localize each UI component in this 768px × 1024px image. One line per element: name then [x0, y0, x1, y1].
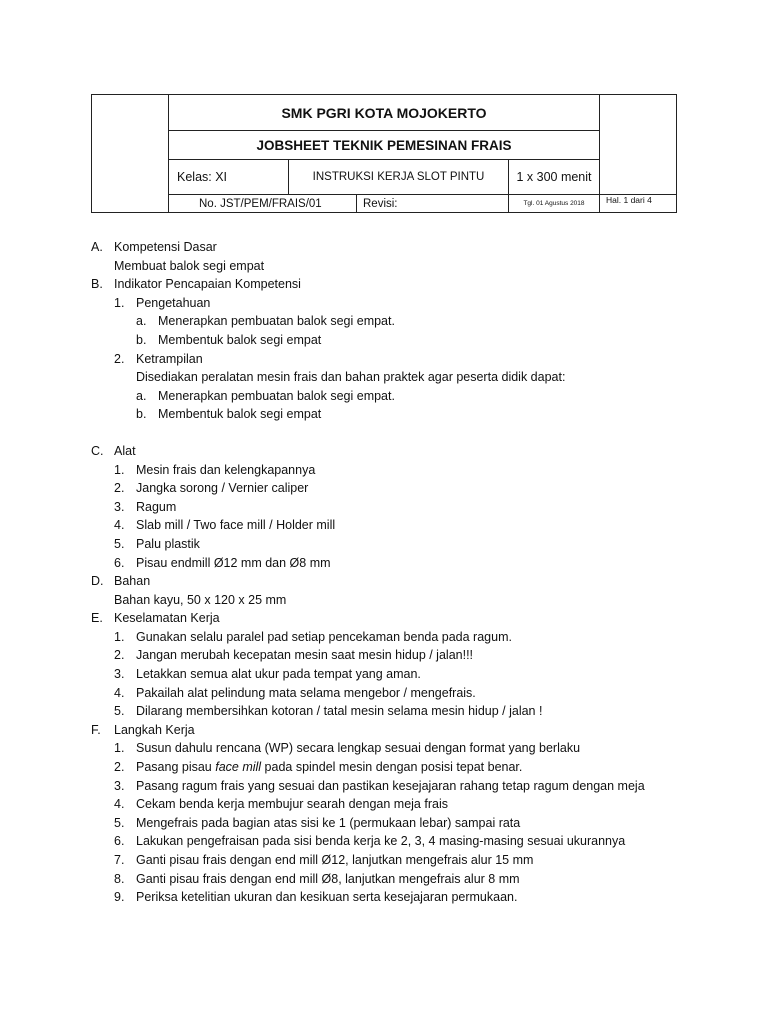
list-marker: 2.	[114, 648, 125, 663]
subsection-heading	[91, 350, 691, 369]
list-item: 1. Gunakan selalu paralel pad setiap pencekaman benda pada ragum.	[91, 628, 691, 647]
spacer	[91, 424, 691, 442]
section-d-heading	[91, 572, 691, 591]
list-item: a. Menerapkan pembuatan balok segi empat.	[91, 387, 691, 406]
logo-cell	[92, 95, 169, 213]
duration-label: 1 x 300 menit	[509, 160, 600, 195]
list-item: 2. Jangka sorong / Vernier caliper	[91, 479, 691, 498]
section-title: Kompetensi Dasar	[114, 240, 217, 254]
subsection-intro: Disediakan peralatan mesin frais dan bahan praktek agar peserta didik dapat:	[136, 370, 566, 385]
list-marker: 2.	[114, 351, 125, 366]
list-item: 4. Pakailah alat pelindung mata selama mengebor / mengefrais.	[91, 684, 691, 703]
list-item: 8. Ganti pisau frais dengan end mill Ø8, lanjutkan mengefrais alur 8 mm	[91, 870, 691, 889]
list-item: 3. Ragum	[91, 498, 691, 517]
section-e-heading	[91, 609, 691, 628]
section-title: Bahan	[114, 574, 151, 589]
section-marker: B.	[91, 277, 103, 292]
list-item: b. Membentuk balok segi empat	[91, 331, 691, 350]
section-a-heading	[91, 238, 691, 257]
section-title: Keselamatan Kerja	[114, 611, 220, 626]
list-item: 4. Slab mill / Two face mill / Holder mill	[91, 516, 691, 535]
instruction-title: INSTRUKSI KERJA SLOT PINTU	[289, 160, 509, 195]
subsection-title: Ketrampilan	[136, 351, 203, 366]
list-item: 5. Mengefrais pada bagian atas sisi ke 1 (permukaan lebar) sampai rata	[91, 814, 691, 833]
list-marker: 1.	[114, 462, 125, 477]
section-title: Alat	[114, 443, 136, 458]
list-item: 4. Cekam benda kerja membujur searah dengan meja frais	[91, 795, 691, 814]
page-number: Hal. 1 dari 4	[600, 195, 677, 213]
class-label: Kelas: XI	[169, 160, 289, 195]
list-marker: 5.	[114, 704, 125, 719]
list-item: 6. Pisau endmill Ø12 mm dan Ø8 mm	[91, 554, 691, 573]
section-marker: E.	[91, 611, 103, 626]
list-marker: a.	[136, 314, 147, 329]
list-marker: b.	[136, 407, 147, 422]
list-item: 3. Pasang ragum frais yang sesuai dan pastikan kesejajaran rahang tetap ragum dengan meja	[91, 777, 691, 796]
list-marker: 2.	[114, 760, 125, 775]
jobsheet-title: JOBSHEET TEKNIK PEMESINAN FRAIS	[169, 131, 600, 160]
list-marker: a.	[136, 388, 147, 403]
section-c-heading	[91, 442, 691, 461]
subsection-heading	[91, 294, 691, 313]
list-marker: 1.	[114, 295, 125, 310]
section-a-text: Membuat balok segi empat	[114, 258, 265, 273]
list-marker: 3.	[114, 778, 125, 793]
list-item: 9. Periksa ketelitian ukuran dan kesikuan serta kesejajaran permukaan.	[91, 888, 691, 907]
section-d-text: Bahan kayu, 50 x 120 x 25 mm	[114, 592, 287, 607]
document-body	[91, 238, 691, 907]
list-marker: 7.	[114, 853, 125, 867]
italic-term: face mill	[215, 760, 262, 775]
list-marker: 3.	[114, 667, 125, 682]
list-marker: 6.	[114, 555, 125, 570]
list-item: 1. Mesin frais dan kelengkapannya	[91, 461, 691, 480]
list-item: 2. Pasang pisau face mill pada spindel mesin dengan posisi tepat benar.	[91, 758, 691, 777]
list-marker: 4.	[114, 518, 125, 533]
list-item: a. Menerapkan pembuatan balok segi empat.	[91, 312, 691, 331]
list-item: 7. Ganti pisau frais dengan end mill Ø12, lanjutkan mengefrais alur 15 mm	[91, 851, 691, 870]
list-item: 5. Dilarang membersihkan kotoran / tatal mesin selama mesin hidup / jalan !	[91, 702, 691, 721]
list-marker: 3.	[114, 499, 125, 514]
list-marker: 8.	[114, 871, 125, 886]
document-date: Tgl. 01 Agustus 2018	[509, 195, 600, 213]
revision-label: Revisi:	[357, 195, 509, 213]
section-marker: A.	[91, 240, 103, 254]
list-item: 1. Susun dahulu rencana (WP) secara lengkap sesuai dengan format yang berlaku	[91, 739, 691, 758]
section-title: Langkah Kerja	[114, 722, 195, 737]
list-marker: 5.	[114, 815, 125, 830]
section-marker: C.	[91, 443, 104, 458]
list-item: b. Membentuk balok segi empat	[91, 405, 691, 424]
list-marker: 4.	[114, 685, 125, 700]
list-marker: 1.	[114, 629, 125, 644]
section-f-heading	[91, 721, 691, 740]
list-item: 6. Lakukan pengefraisan pada sisi benda kerja ke 2, 3, 4 masing-masing sesuai ukurannya	[91, 832, 691, 851]
school-name: SMK PGRI KOTA MOJOKERTO	[169, 95, 600, 131]
list-item: 2. Jangan merubah kecepatan mesin saat mesin hidup / jalan!!!	[91, 646, 691, 665]
list-marker: b.	[136, 332, 147, 347]
document-number: No. JST/PEM/FRAIS/01	[169, 195, 357, 213]
blank-corner-cell	[600, 95, 677, 195]
list-marker: 5.	[114, 536, 125, 551]
list-marker: 1.	[114, 741, 125, 756]
list-marker: 4.	[114, 797, 125, 812]
list-marker: 9.	[114, 890, 125, 905]
section-marker: F.	[91, 722, 101, 737]
list-item: 3. Letakkan semua alat ukur pada tempat yang aman.	[91, 665, 691, 684]
section-b-heading	[91, 275, 691, 294]
document-header-table	[91, 94, 677, 213]
list-item: 5. Palu plastik	[91, 535, 691, 554]
subsection-title: Pengetahuan	[136, 295, 211, 310]
section-title: Indikator Pencapaian Kompetensi	[114, 277, 301, 292]
list-marker: 2.	[114, 481, 125, 496]
section-marker: D.	[91, 574, 104, 589]
list-marker: 6.	[114, 834, 125, 849]
